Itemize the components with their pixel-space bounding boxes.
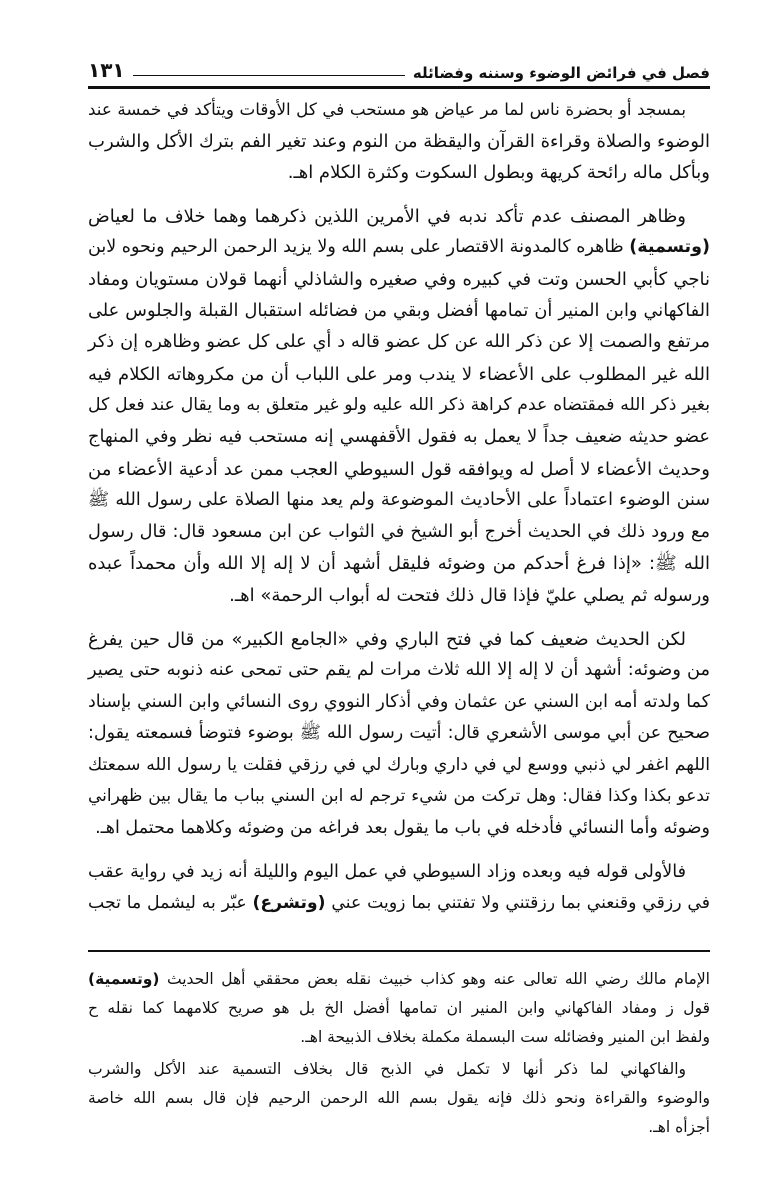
paragraph (88, 624, 710, 845)
footnote-paragraph (88, 1055, 710, 1142)
chapter-title: فصل في فرائض الوضوء وسننه وفضائله (412, 64, 710, 82)
text-line: مع ورود ذلك في الحديث أخرج أبو الشيخ في الثواب عن ابن مسعود قال: قال رسول (88, 521, 710, 542)
text-line: الوضوء والصلاة وقراءة القرآن واليقظة من النوم وعند تغير الفم بترك الأكل والشرب (88, 130, 710, 152)
text-line: صحيح عن أبي موسى الأشعري قال: أتيت رسول الله ﷺ بوضوء فتوضأ فسمعته يقول: (88, 723, 710, 744)
header-rule (88, 86, 710, 89)
paragraph (88, 857, 710, 920)
text-line: وظاهر المصنف عدم تأكد ندبه في الأمرين اللذين ذكرهما وهما خلاف ما لعياض (88, 205, 686, 227)
bold-term: (وتسمية) (629, 237, 710, 258)
text-line: وضوئه وأما النسائي فأدخله في باب ما يقول بعد فراغه من وضوئه وكلاهما محتمل اهـ. (95, 818, 710, 839)
text-line: وحديث الأعضاء لا أصل له ويوافقه قول السيوطي العجب ممن عد أدعية الأعضاء من (88, 458, 710, 480)
text-segment: ظاهره كالمدونة الاقتصار على بسم الله ولا يزيد الرحمن الرحيم ونحوه لابن (88, 237, 630, 258)
text-line: لكن الحديث ضعيف كما في فتح الباري وفي «الجامع الكبير» من قال حين يفرغ (88, 628, 686, 650)
text-line: الله ﷺ: «إذا فرغ أحدكم من وضوئه فليقل أشهد أن لا إله إلا الله وأن محمداً عبده (88, 553, 710, 575)
main-text (88, 94, 710, 920)
text-line: والوضوء والقراءة ونحو ذلك فإنه يقول بسم الله الرحمن الرحيم فإن قال بسم الله خاصة (88, 1089, 710, 1107)
text-line: قول ز ومفاد الفاكهاني وابن المنير ان تمامها أفضل الخ بل هو صريح كلامهما كما نقله ح (88, 999, 710, 1017)
text-line: الفاكهاني وابن المنير أن تمامها أفضل وبقي من فضائله استقبال القبلة والجلوس على (88, 300, 710, 321)
text-line: ناجي كأبي الحسن وتت في كبيره وفي صغيره والشاذلي أنهما قولان مستويان ومفاد (88, 268, 710, 290)
text-line: بغير ذكر الله فمقتضاه عدم كراهة ذكر الله عليه ولو غير متعلق به وما يقال عند فعل كل (88, 395, 710, 416)
text-segment: الإمام مالك رضي الله تعالى عنه وهو كذاب خبيث نقله بعض محققي أهل الحديث (159, 970, 710, 988)
text-line: فالأولى قوله فيه وبعده وزاد السيوطي في عمل اليوم والليلة أنه زيد في رواية عقب (88, 861, 686, 882)
text-segment: عبّر به ليشمل ما تجب (88, 893, 253, 914)
text-line: ولفظ ابن المنير وفضائله ست البسملة مكملة بخلاف الذبيحة اهـ. (300, 1028, 710, 1046)
text-line (88, 232, 710, 264)
text-line: مرتفع والصمت إلا عن ذكر الله عن كل عضو قاله د أي على كل عضو وظاهره إن ذكر (88, 332, 710, 353)
footnotes (88, 962, 710, 1142)
paragraph (88, 94, 710, 189)
bold-term: (وتشرع) (252, 893, 326, 914)
text-line: من وضوئه: أشهد أن لا إله إلا الله ثلاث مرات لم يقم حتى تمحى عنه ذنوبه حتى يصير (88, 660, 710, 681)
footnote-paragraph (88, 965, 710, 1052)
text-line: الله غير المطلوب على الأعضاء لا يندب ومر على اللباب أن من مكروهاته الكلام فيه (88, 363, 710, 385)
text-line: والفاكهاني لما ذكر أنها لا تكمل في الذبح قال بخلاف التسمية عند الأكل والشرب (88, 1060, 686, 1078)
text-line: بمسجد أو بحضرة ناس لما مر عياض هو مستحب في كل الأوقات ويتأكد في خمسة عند (88, 99, 686, 119)
paragraph (88, 201, 710, 612)
text-line (88, 965, 710, 994)
footnote-separator (88, 950, 710, 952)
text-line (88, 888, 710, 920)
text-line: سنن الوضوء اعتماداً على الأحاديث الموضوعة ولم يعد منها الصلاة على رسول الله ﷺ (88, 490, 710, 511)
page-number: ١٣١ (88, 58, 125, 82)
text-line: عضو حديثه ضعيف جداً لا يعمل به فقول الأقفهسي إنه مستحب فيه نظر وفي المنهاج (88, 426, 710, 447)
text-line: اللهم اغفر لي ذنبي ووسع لي في داري وبارك لي في رزقي فقلت يا رسول الله سمعتك (88, 754, 710, 775)
text-line: وبأكل ماله رائحة كريهة وبطول السكوت وكثرة الكلام اهـ. (287, 162, 710, 184)
text-line: تدعو بكذا وكذا فقال: وهل تركت من شيء ترجم له ابن السني بباب ما يقال بين ظهراني (88, 786, 710, 807)
text-segment: في رزقي وقنعني بما رزقتني ولا تفتني بما زويت عني (325, 893, 710, 914)
text-line: أجزأه اهـ. (648, 1118, 710, 1136)
header-leader-line (133, 75, 405, 76)
bold-term: (وتسمية) (88, 970, 160, 988)
running-header (88, 52, 710, 82)
text-line: ورسوله ثم يصلي عليّ فإذا قال ذلك فتحت له أبواب الرحمة» اهـ. (229, 584, 710, 606)
text-line: كما ولدته أمه ابن السني عن عثمان وفي أذكار النووي روى النسائي وابن السني بإسناد (88, 691, 710, 712)
